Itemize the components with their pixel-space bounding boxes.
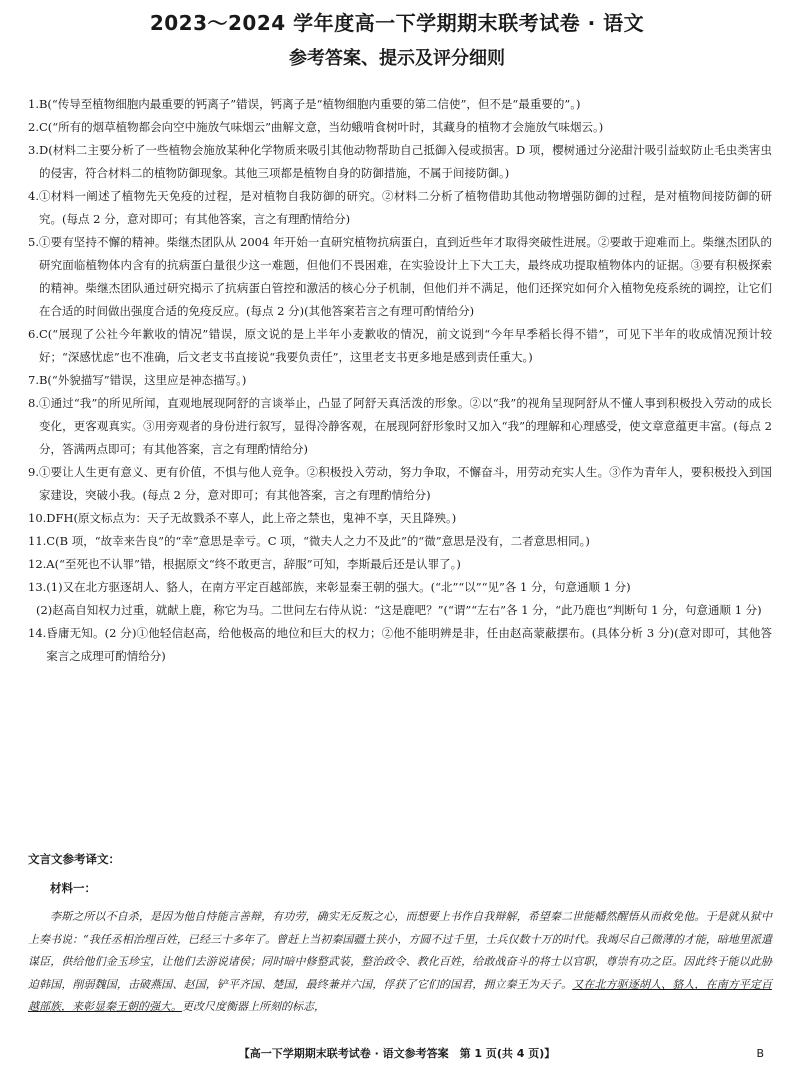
answer-item-8 (28, 392, 772, 461)
answer-text: C(“展现了公社今年歉收的情况”错误，原文说的是上半年小麦歉收的情况，前文说到“今年早季稻长得不错”，可见下半年的收成情况预计较好；“深感忧虑”也不准确，后文老支书直接说“我要负责任”，这里老支书更多地是感到责任重大。) (38, 327, 772, 364)
answer-text: DFH(原文标点为：天子无故戮杀不辜人，此上帝之禁也，鬼神不享，天且降殃。) (46, 511, 457, 525)
answer-number: 11. (28, 534, 47, 548)
answer-item-13-1 (28, 576, 772, 599)
answer-number: 2. (28, 120, 39, 134)
answer-text: ①材料一阐述了植物先天免疫的过程，是对植物自我防御的研究。②材料二分析了植物借助其他动物增强防御的过程，是对植物间接防御的研究。(每点 2 分，意对即可；有其他答案，言之有理酌情给分) (38, 189, 772, 226)
answer-text: C(B 项，“故幸来告良”的“幸”意思是幸亏。C 项，“微夫人之力不及此”的“微”意思是没有，二者意思相同。) (46, 534, 590, 548)
answer-number: 14. (28, 626, 47, 640)
answer-text: B(“传导至植物细胞内最重要的钙离子”错误，钙离子是“植物细胞内重要的第二信使”，但不是“最重要的”。) (38, 97, 581, 111)
translation-text: 李斯之所以不自杀，是因为他自恃能言善辩，有功劳，确实无反叛之心，而想要上书作自我辩解，希望秦二世能幡然醒悟从而救免他。于是就从狱中上奏书说：“我任丞相治理百姓，已经三十多年了。曾赶上当初秦国疆土狭小，方圆不过千里，士兵仅数十万的时代。我竭尽自己微薄的才能，暗地里派遣谋臣，供给他们金玉珍宝，让他们去游说诸侯；同时暗中修整武装，整治政令、教化百姓，给敢战奋斗的将士以官职，尊崇有功之臣。因此终于能以此胁迫韩国，削弱魏国，击破燕国、赵国，铲平齐国、楚国，最终兼并六国，俘获了它们的国君，拥立秦王为天子。 (28, 910, 772, 991)
answer-number: 9. (28, 465, 39, 479)
underlined-text: 又在北方驱逐胡人、貉人，在南方平定百越部族，来彰显秦王朝的强大。 (28, 977, 773, 1013)
answer-number: 1. (28, 97, 39, 111)
answer-item-1 (28, 93, 772, 116)
answer-text: (1)又在北方驱逐胡人、貉人，在南方平定百越部族，来彰显秦王朝的强大。(“北”“以”“见”各 1 分，句意通顺 1 分) (46, 580, 631, 594)
answer-number: 12. (28, 557, 47, 571)
translation-heading: 文言文参考译文： (28, 852, 120, 866)
answer-item-10 (28, 507, 772, 530)
answer-item-14 (28, 622, 772, 668)
answer-number: 3. (28, 143, 39, 157)
page-subtitle: 参考答案、提示及评分细则 (289, 48, 505, 69)
answer-text: D(材料二主要分析了一些植物会施放某种化学物质来吸引其他动物帮助自己抵御入侵或损害。D 项，樱树通过分泌甜汁吸引益蚁防止毛虫类害虫的侵害，符合材料二的植物防御现象。其他三项都是植物自身的防御措施，不属于间接防御。) (38, 143, 772, 180)
answer-text: A(“至死也不认罪”错，根据原文“终不敢更言，辞服”可知，李斯最后还是认罪了。) (46, 557, 461, 571)
answer-item-6 (28, 323, 772, 369)
answer-item-5 (28, 231, 772, 323)
answer-number: 5. (28, 235, 39, 249)
answer-item-11 (28, 530, 772, 553)
paper-version-mark: B (756, 1047, 764, 1060)
answer-item-3 (28, 139, 772, 185)
page-title: 2023～2024 学年度高一下学期期末联考试卷 · 语文 (149, 11, 645, 35)
answer-text: ①要有坚持不懈的精神。柴继杰团队从 2004 年开始一直研究植物抗病蛋白，直到近些年才取得突破性进展。②要敢于迎难而上。柴继杰团队的研究面临植物体内含有的抗病蛋白量很少这一难题，但他们不畏困难，在实验设计上下大工夫，最终成功提取植物体内的证据。③要有积极探索的精神。柴继杰团队通过研究揭示了抗病蛋白管控和激活的核心分子机制，但他们并不满足，他们还探究如何介入植物免疫系统的调控，让它们在合适的时间做出强度合适的免疫反应。(每点 2 分)(其他答案若言之有理可酌情给分) (38, 235, 772, 318)
answer-number: 10. (28, 511, 47, 525)
answer-text: (2)赵高自知权力过重，就献上鹿，称它为马。二世问左右侍从说：“这是鹿吧？”(“谓”“左右”各 1 分，“此乃鹿也”判断句 1 分，句意通顺 1 分) (36, 603, 762, 617)
translation-text-continued: 更改尺度衡器上所刻的标志， (182, 1000, 325, 1013)
answer-number: 13. (28, 580, 47, 594)
answer-text: ①通过“我”的所见所闻，直观地展现阿舒的言谈举止，凸显了阿舒天真活泼的形象。②以“我”的视角呈现阿舒从不懂人事到积极投入劳动的成长变化，更客观真实。③用旁观者的身份进行叙写，显得冷静客观，在展现阿舒形象时又加入“我”的理解和心理感受，使文章意蕴更丰富。(每点 2 分，答满两点即可；有其他答案，言之有理酌情给分) (38, 396, 772, 456)
answer-item-7 (28, 369, 772, 392)
answer-item-4 (28, 185, 772, 231)
translation-paragraph (28, 906, 772, 1019)
answer-text: 昏庸无知。(2 分)①他轻信赵高，给他极高的地位和巨大的权力；②他不能明辨是非，任由赵高蒙蔽摆布。(具体分析 3 分)(意对即可，其他答案言之成理可酌情给分) (46, 626, 772, 663)
answer-number: 4. (28, 189, 39, 203)
answer-number: 8. (28, 396, 39, 410)
answer-number: 7. (28, 373, 39, 387)
answer-item-2 (28, 116, 772, 139)
answer-text: B(“外貌描写”错误，这里应是神态描写。) (38, 373, 247, 387)
answer-item-12 (28, 553, 772, 576)
answer-item-9 (28, 461, 772, 507)
page-footer: 【高一下学期期末联考试卷 · 语文参考答案 第 1 页(共 4 页)】 (238, 1047, 556, 1060)
answer-text: C(“所有的烟草植物都会向空中施放气味烟云”曲解文意，当幼蛾啃食树叶时，其藏身的植物才会施放气味烟云。) (38, 120, 604, 134)
material-label: 材料一： (50, 881, 96, 895)
answer-item-13-2 (28, 599, 772, 622)
answer-list (28, 93, 772, 668)
answer-number: 6. (28, 327, 39, 341)
answer-text: ①要让人生更有意义、更有价值，不惧与他人竞争。②积极投入劳动，努力争取，不懈奋斗，用劳动充实人生。③作为青年人，要积极投入到国家建设，突破小我。(每点 2 分，意对即可；有其他答案，言之有理酌情给分) (38, 465, 772, 502)
